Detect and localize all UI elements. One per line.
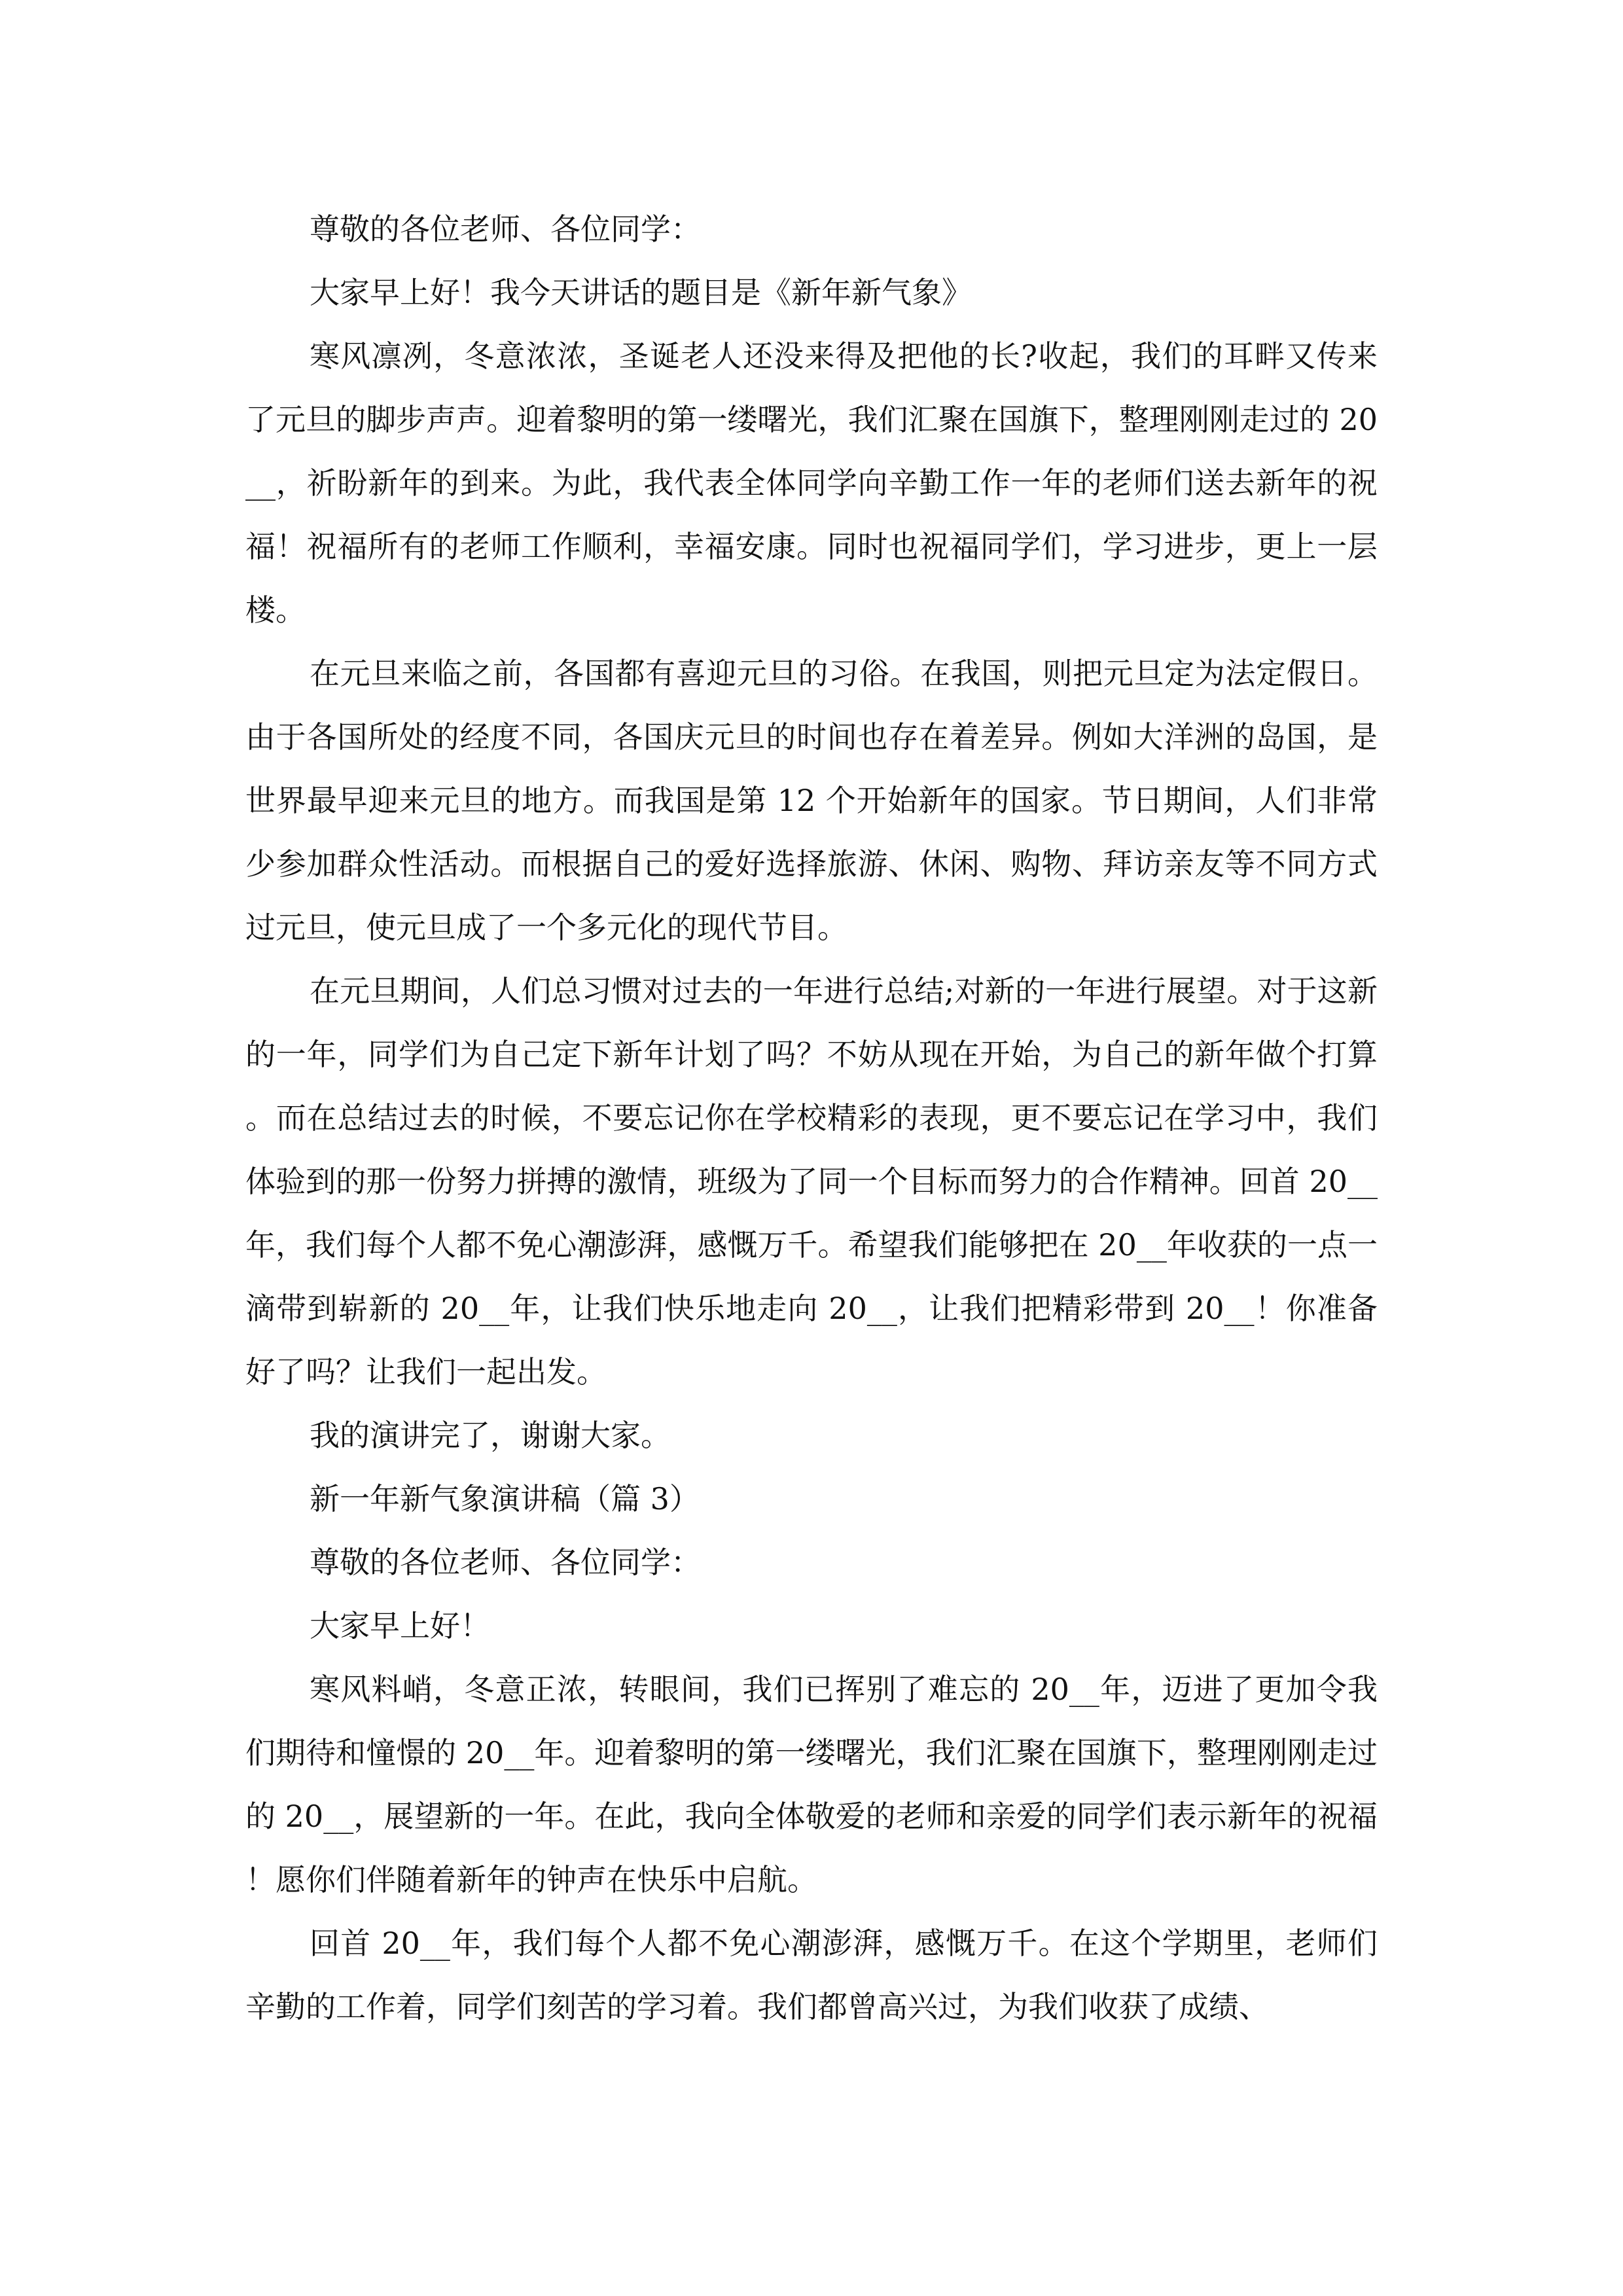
body-paragraph: 寒风凛冽，冬意浓浓，圣诞老人还没来得及把他的长?收起，我们的耳畔又传来了元旦的脚步声声。迎着黎明的第一缕曙光，我们汇聚在国旗下，整理刚刚走过的 20__，祈盼新年的到来。为此，我代表全体同学向辛勤工作一年的老师们送去新年的祝福！祝福所有的老师工作顺利，幸福安康。同时也祝福同学们，学习进步，更上一层楼。 [245, 338, 1378, 628]
section-heading: 新一年新气象演讲稿（篇 3） [310, 1481, 700, 1516]
greeting-line: 大家早上好！ [310, 1608, 490, 1643]
body-paragraph: 在元旦来临之前，各国都有喜迎元旦的习俗。在我国，则把元旦定为法定假日。由于各国所处的经度不同，各国庆元旦的时间也存在着差异。例如大洋洲的岛国，是世界最早迎来元旦的地方。而我国是第 12 个开始新年的国家。节日期间，人们非常少参加群众性活动。而根据自己的爱好选择旅游、休闲、购物、拜访亲友等不同方式过元旦，使元旦成了一个多元化的现代节目。 [245, 656, 1378, 945]
body-paragraph: 在元旦期间，人们总习惯对过去的一年进行总结;对新的一年进行展望。对于这新的一年，同学们为自己定下新年计划了吗？不妨从现在开始，为自己的新年做个打算。而在总结过去的时候，不要忘记你在学校精彩的表现，更不要忘记在学习中，我们体验到的那一份努力拼搏的激情，班级为了同一个目标而努力的合作精神。回首 20__年，我们每个人都不免心潮澎湃，感慨万千。希望我们能够把在 20__年收获的一点一滴带到崭新的 20__年，让我们快乐地走向 20__，让我们把精彩带到 20__！你准备好了吗？让我们一起出发。 [245, 973, 1378, 1390]
opening-line: 大家早上好！我今天讲话的题目是《新年新气象》 [310, 275, 972, 310]
closing-line: 我的演讲完了，谢谢大家。 [310, 1418, 671, 1453]
salutation: 尊敬的各位老师、各位同学： [310, 1545, 701, 1580]
body-paragraph: 回首 20__年，我们每个人都不免心潮澎湃，感慨万千。在这个学期里，老师们辛勤的工作着，同学们刻苦的学习着。我们都曾高兴过，为我们收获了成绩、 [245, 1926, 1378, 2024]
document-body [245, 198, 1378, 2039]
body-paragraph: 寒风料峭，冬意正浓，转眼间，我们已挥别了难忘的 20__年，迈进了更加令我们期待和憧憬的 20__年。迎着黎明的第一缕曙光，我们汇聚在国旗下，整理刚刚走过的 20__，展望新的一年。在此，我向全体敬爱的老师和亲爱的同学们表示新年的祝福！愿你们伴随着新年的钟声在快乐中启航。 [245, 1672, 1378, 1897]
salutation: 尊敬的各位老师、各位同学： [310, 211, 701, 247]
